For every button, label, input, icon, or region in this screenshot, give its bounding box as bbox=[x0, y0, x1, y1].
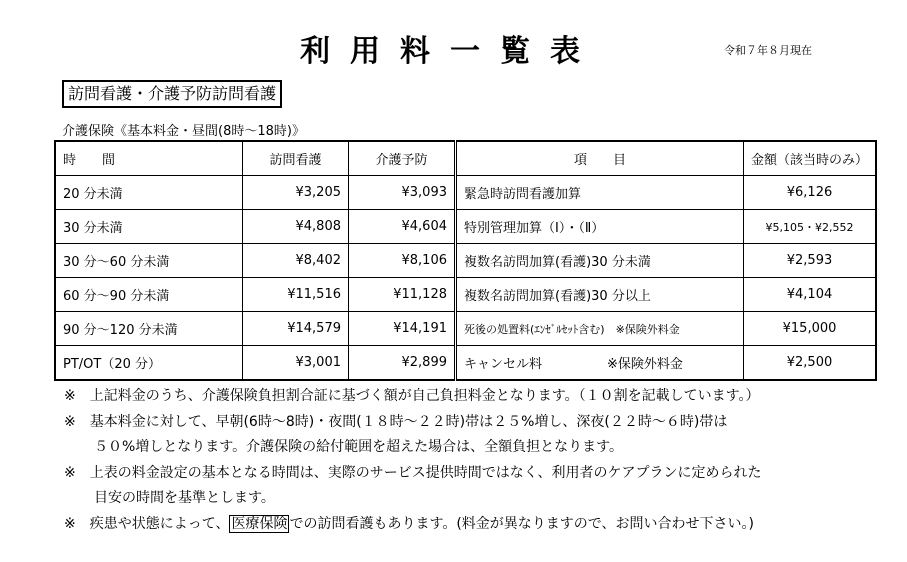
cell-item: 複数名訪問加算(看護)30 分以上 bbox=[456, 278, 744, 312]
cell-amount: ¥5,105・¥2,552 bbox=[744, 210, 877, 244]
table-row bbox=[55, 176, 876, 210]
table-header-row bbox=[55, 141, 876, 176]
note-4-boxed: 医療保険 bbox=[231, 515, 288, 532]
cell-visit: ¥3,205 bbox=[243, 176, 349, 210]
cell-visit: ¥11,516 bbox=[243, 278, 349, 312]
cell-visit: ¥8,402 bbox=[243, 244, 349, 278]
note-2: ※ 基本料金に対して、早朝(6時～8時)・夜間(１８時～２２時)帯は２５%増し、深夜(２２時～６時)帯は bbox=[64, 413, 728, 430]
cell-visit: ¥14,579 bbox=[243, 312, 349, 346]
note-3-cont: 目安の時間を基準とします。 bbox=[94, 490, 275, 506]
cell-item: 複数名訪問加算(看護)30 分未満 bbox=[456, 244, 744, 278]
cell-item: キャンセル料 ※保険外料金 bbox=[456, 346, 744, 381]
cell-prevention: ¥3,093 bbox=[349, 176, 456, 210]
cell-time: 20 分未満 bbox=[55, 176, 243, 210]
table-subtitle: 介護保険《基本料金・昼間(8時～18時)》 bbox=[62, 124, 305, 139]
cell-amount: ¥4,104 bbox=[744, 278, 877, 312]
cell-time: 30 分未満 bbox=[55, 210, 243, 244]
cell-amount: ¥2,500 bbox=[744, 346, 877, 381]
table-row bbox=[55, 346, 876, 381]
section-heading: 訪問看護・介護予防訪問看護 bbox=[62, 80, 282, 108]
cell-prevention: ¥11,128 bbox=[349, 278, 456, 312]
cell-amount: ¥15,000 bbox=[744, 312, 877, 346]
header-amount: 金額（該当時のみ） bbox=[744, 141, 877, 176]
cell-time: PT/OT（20 分） bbox=[55, 346, 243, 381]
cell-item: 緊急時訪問看護加算 bbox=[456, 176, 744, 210]
cell-amount: ¥6,126 bbox=[744, 176, 877, 210]
note-3: ※ 上表の料金設定の基本となる時間は、実際のサービス提供時間ではなく、利用者のケアプランに定められた bbox=[64, 464, 762, 481]
note-4 bbox=[64, 512, 761, 538]
note-2-cont: ５０%増しとなります。介護保険の給付範囲を超えた場合は、全額負担となります。 bbox=[94, 439, 624, 455]
cell-time: 90 分～120 分未満 bbox=[55, 312, 243, 346]
notes bbox=[64, 384, 761, 537]
header-prevention: 介護予防 bbox=[349, 141, 456, 176]
cell-prevention: ¥8,106 bbox=[349, 244, 456, 278]
table-row bbox=[55, 278, 876, 312]
cell-time: 30 分～60 分未満 bbox=[55, 244, 243, 278]
header-visit: 訪問看護 bbox=[243, 141, 349, 176]
table-row bbox=[55, 244, 876, 278]
cell-visit: ¥4,808 bbox=[243, 210, 349, 244]
note-4-post: での訪問看護もあります。(料金が異なりますので、お問い合わせ下さい。) bbox=[289, 515, 754, 532]
cell-prevention: ¥4,604 bbox=[349, 210, 456, 244]
cell-item: 死後の処置料(ｴﾝｾﾞﾙｾｯﾄ含む) ※保険外料金 bbox=[456, 312, 744, 346]
note-4-pre: ※ 疾患や状態によって、 bbox=[64, 515, 230, 532]
header-time: 時 間 bbox=[55, 141, 243, 176]
table-row bbox=[55, 210, 876, 244]
page-title: 利用料一覧表 bbox=[300, 34, 600, 69]
note-1: ※ 上記料金のうち、介護保険負担割合証に基づく額が自己負担料金となります。（１０割を記載しています。） bbox=[64, 388, 760, 404]
cell-amount: ¥2,593 bbox=[744, 244, 877, 278]
cell-time: 60 分～90 分未満 bbox=[55, 278, 243, 312]
date-label: 令和７年８月現在 bbox=[724, 44, 812, 57]
header-item: 項 目 bbox=[456, 141, 744, 176]
table-row bbox=[55, 312, 876, 346]
cell-prevention: ¥2,899 bbox=[349, 346, 456, 381]
cell-prevention: ¥14,191 bbox=[349, 312, 456, 346]
fee-table bbox=[54, 140, 877, 381]
cell-visit: ¥3,001 bbox=[243, 346, 349, 381]
cell-item: 特別管理加算（Ⅰ）・（Ⅱ） bbox=[456, 210, 744, 244]
